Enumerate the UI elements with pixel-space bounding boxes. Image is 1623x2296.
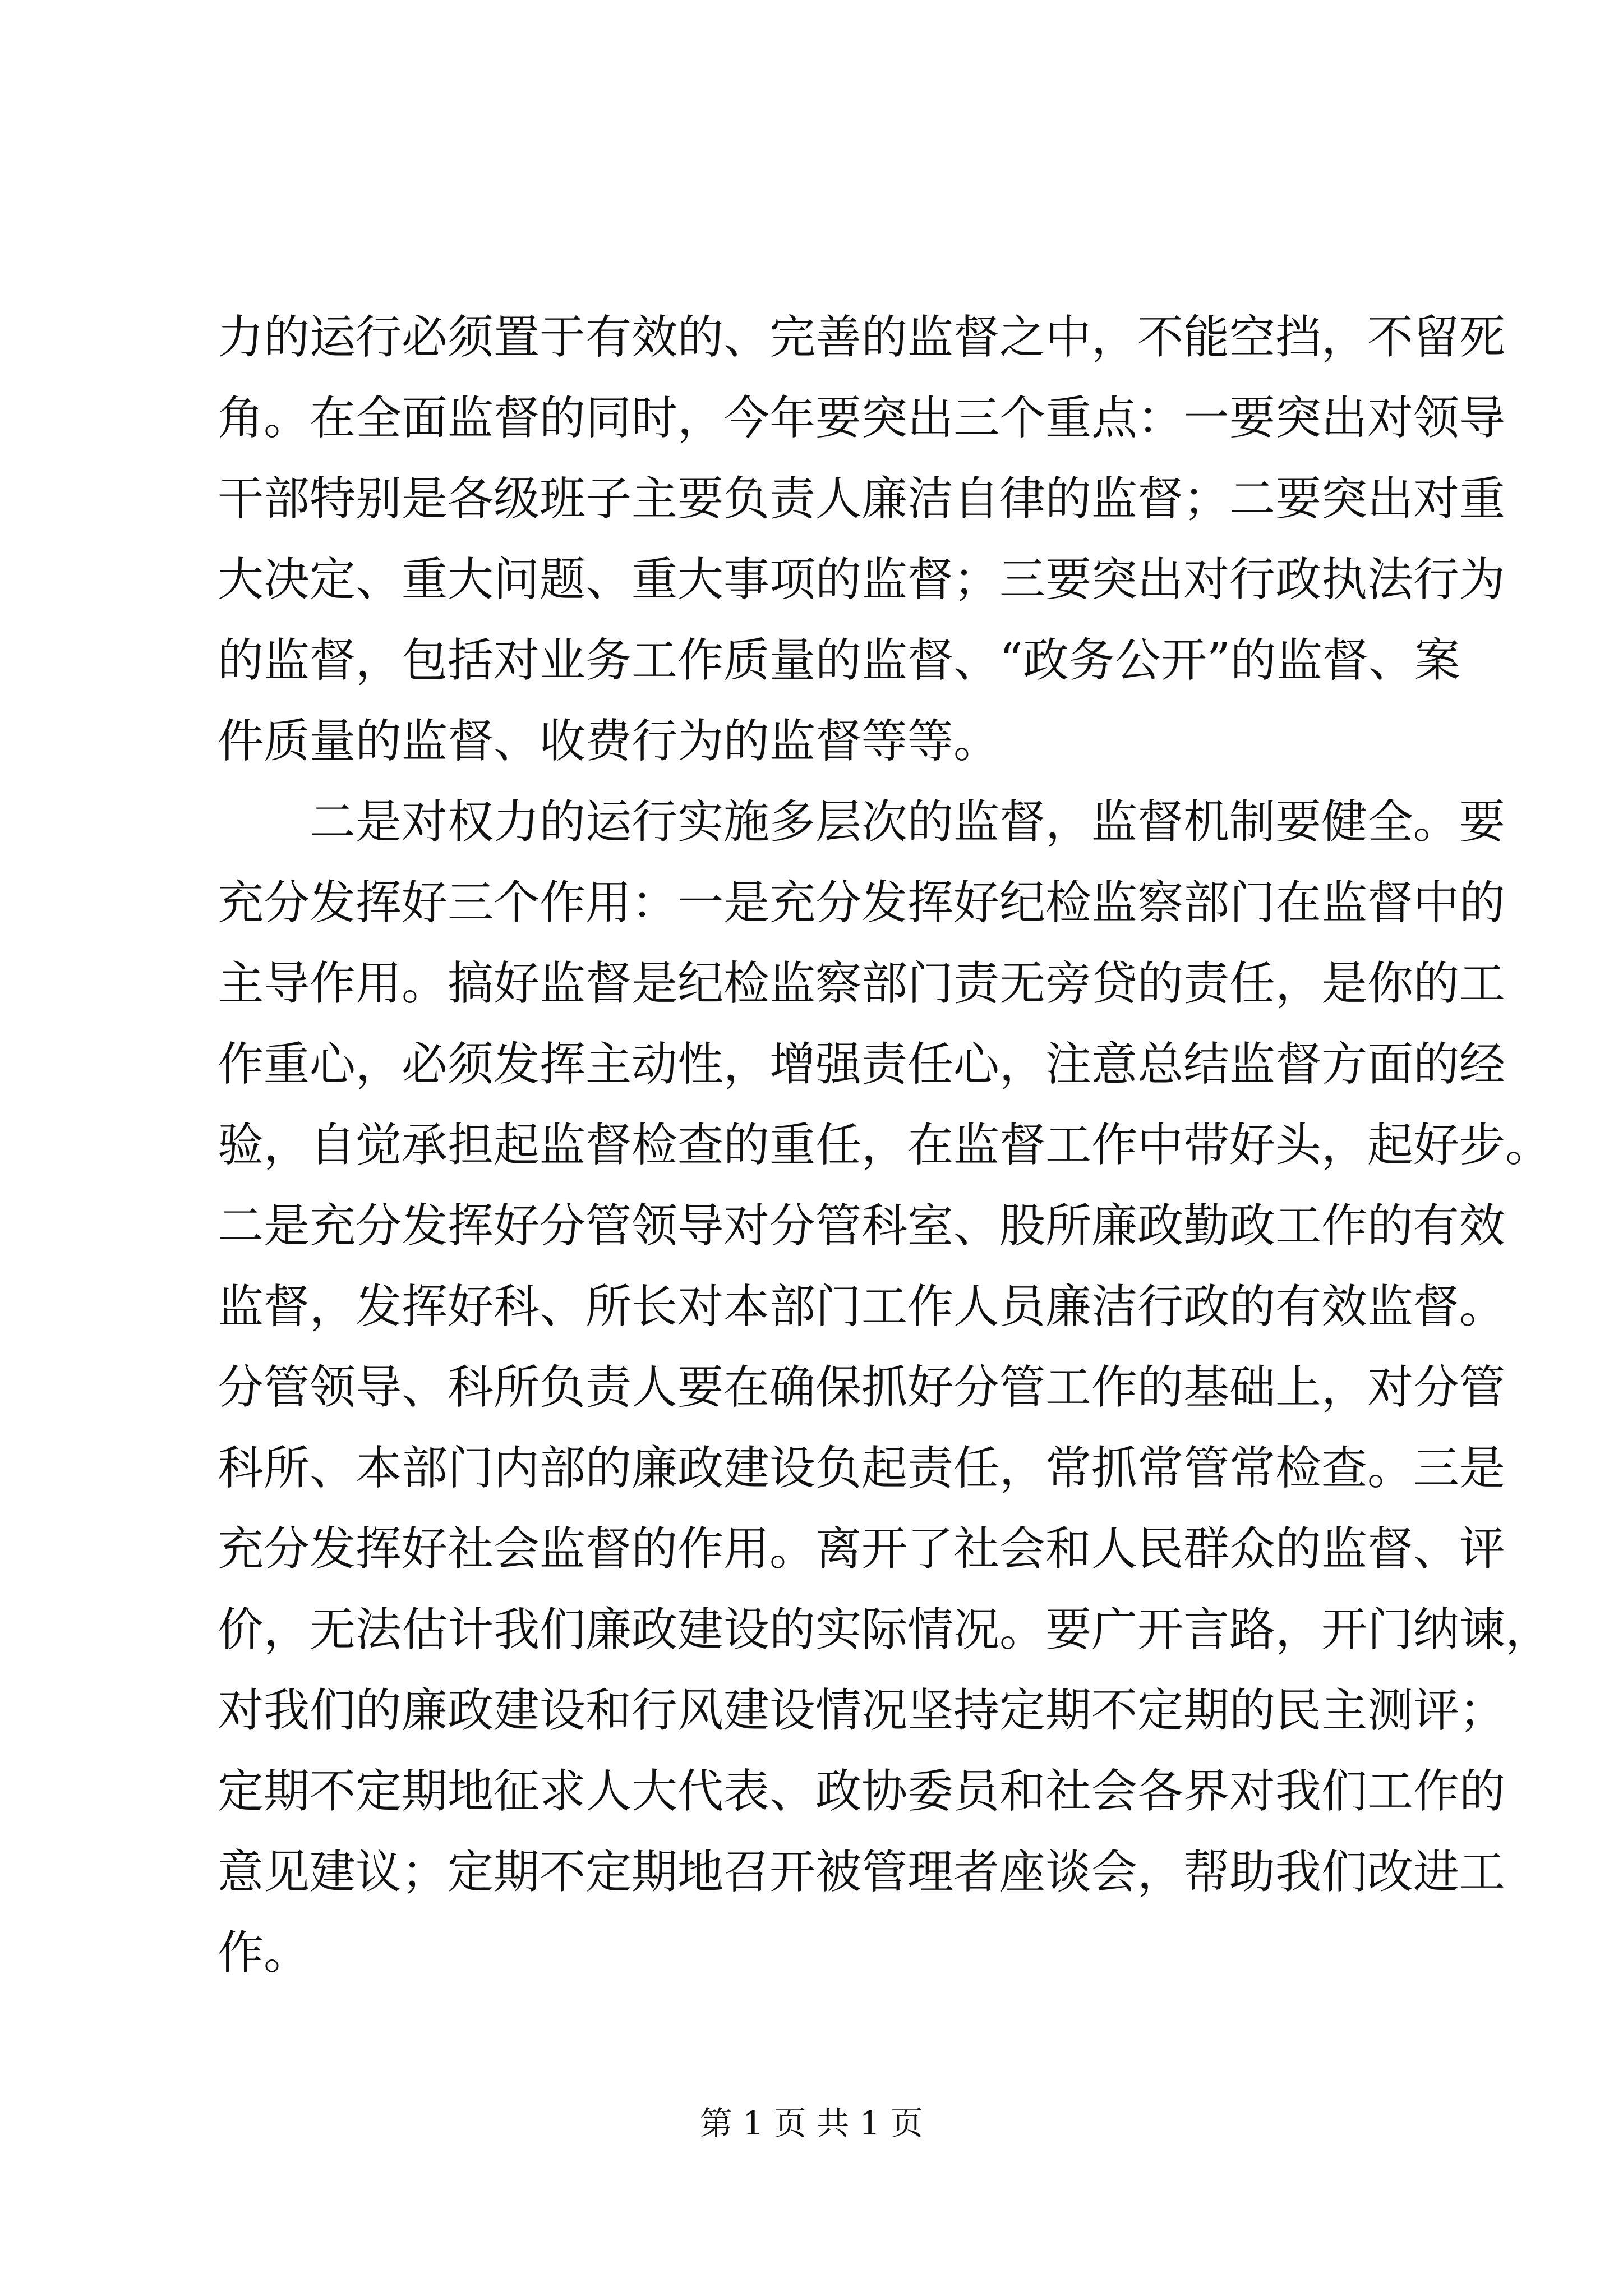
text-line: 科所、本部门内部的廉政建设负起责任，常抓常管常检查。三是 xyxy=(218,1442,1506,1495)
paragraph-start-line: 二是对权力的运行实施多层次的监督，监督机制要健全。要 xyxy=(310,795,1506,849)
text-line: 监督，发挥好科、所长对本部门工作人员廉洁行政的有效监督。 xyxy=(218,1280,1506,1333)
text-line: 大决定、重大问题、重大事项的监督；三要突出对行政执法行为 xyxy=(218,553,1506,606)
text-line: 验，自觉承担起监督检查的重任，在监督工作中带好头，起好步。 xyxy=(218,1119,1552,1172)
text-line: 意见建议；定期不定期地召开被管理者座谈会，帮助我们改进工 xyxy=(218,1846,1506,1899)
page-number-footer: 第 1 页 共 1 页 xyxy=(700,2104,923,2142)
text-line: 对我们的廉政建设和行风建设情况坚持定期不定期的民主测评； xyxy=(218,1684,1506,1737)
text-line: 的监督，包括对业务工作质量的监督、“政务公开”的监督、案 xyxy=(218,634,1460,687)
document-body xyxy=(218,297,1552,1994)
text-line: 作重心，必须发挥主动性，增强责任心，注意总结监督方面的经 xyxy=(218,1038,1506,1091)
text-line: 作。 xyxy=(218,1926,310,1980)
text-line: 价，无法估计我们廉政建设的实际情况。要广开言路，开门纳谏， xyxy=(218,1603,1552,1657)
text-line: 主导作用。搞好监督是纪检监察部门责无旁贷的责任，是你的工 xyxy=(218,957,1506,1010)
text-line: 分管领导、科所负责人要在确保抓好分管工作的基础上，对分管 xyxy=(218,1361,1506,1414)
text-line: 角。在全面监督的同时，今年要突出三个重点：一要突出对领导 xyxy=(218,392,1506,445)
text-line: 充分发挥好社会监督的作用。离开了社会和人民群众的监督、评 xyxy=(218,1522,1506,1576)
text-line: 力的运行必须置于有效的、完善的监督之中，不能空挡，不留死 xyxy=(218,311,1506,364)
text-line: 二是充分发挥好分管领导对分管科室、股所廉政勤政工作的有效 xyxy=(218,1199,1506,1253)
text-line: 干部特别是各级班子主要负责人廉洁自律的监督；二要突出对重 xyxy=(218,472,1506,526)
text-line: 件质量的监督、收费行为的监督等等。 xyxy=(218,715,1000,768)
text-line: 充分发挥好三个作用：一是充分发挥好纪检监察部门在监督中的 xyxy=(218,876,1506,930)
text-line: 定期不定期地征求人大代表、政协委员和社会各界对我们工作的 xyxy=(218,1765,1506,1818)
